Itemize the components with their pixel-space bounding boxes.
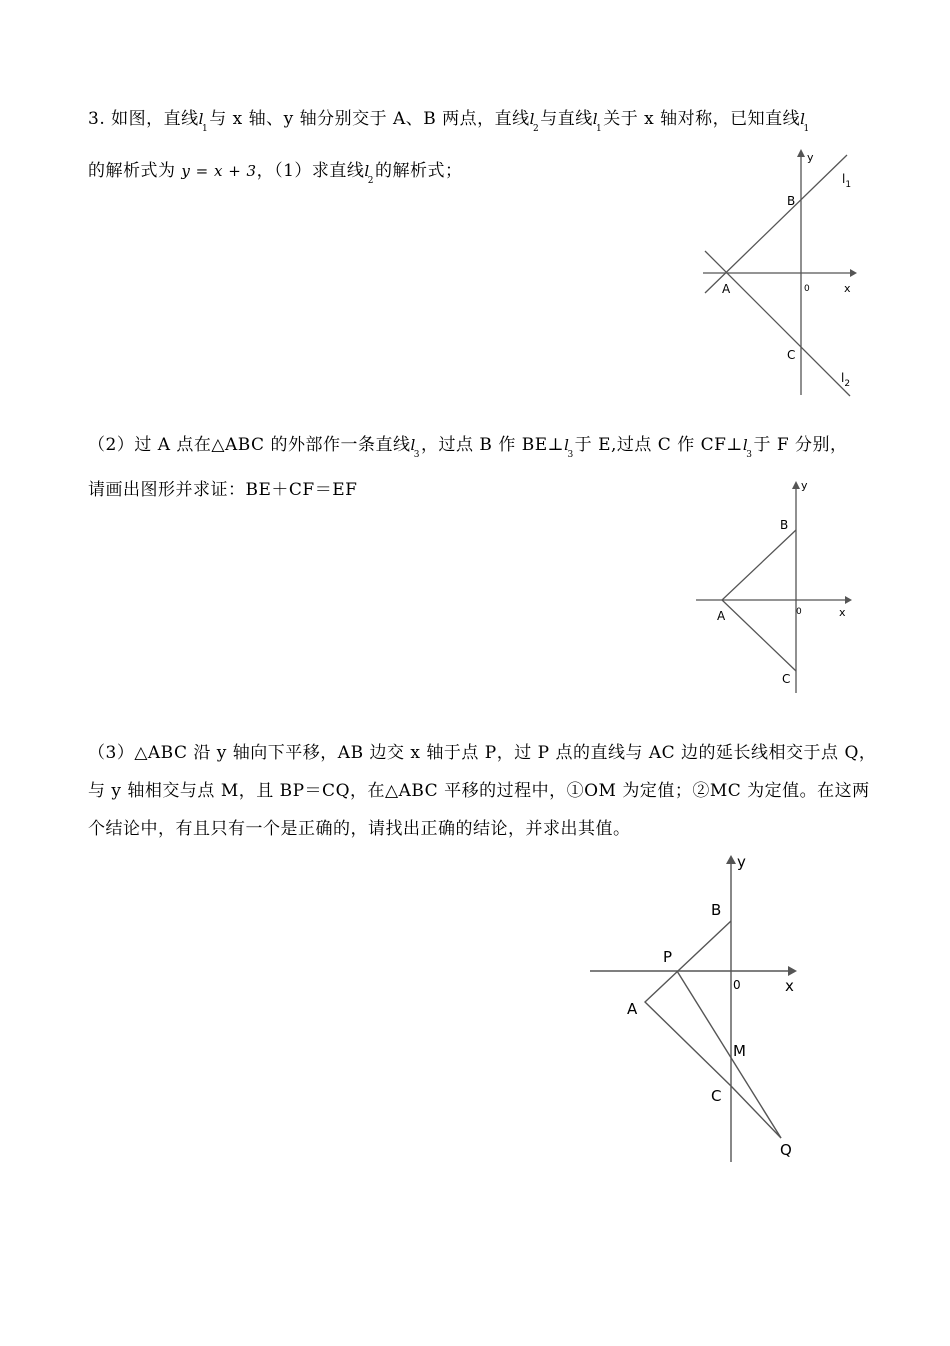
x-axis-arrow [788, 966, 797, 976]
y-axis-arrow [797, 149, 805, 157]
x-axis-arrow [845, 596, 852, 604]
triangle-ABC [645, 921, 731, 1086]
y-axis-arrow [792, 481, 800, 489]
fig1-label-l1: $l_1$ [842, 172, 852, 190]
fig2-label-C: C [782, 672, 791, 686]
y-axis-arrow [726, 855, 736, 864]
fig1-label-C: C [787, 348, 796, 362]
problem-number: 3. [88, 109, 106, 129]
fig1-label-x: x [844, 282, 851, 295]
fig2-label-B: B [780, 518, 789, 532]
figure-1 [695, 145, 865, 405]
fig2-label-x: x [839, 606, 846, 619]
fig3-label-C: C [711, 1087, 722, 1105]
question-2-line-1: （2）过 A 点在△ABC 的外部作一条直线$l_3$，过点 B 作 $BE\perp l_3$于 E,过点 C 作 $CF\perp l_3$于 F 分别， [88, 435, 848, 460]
fig3-label-M: M [733, 1042, 746, 1060]
problem-line-2: 的解析式为 y = x + 3，（1）求直线$l_2$的解析式； [88, 161, 463, 186]
question-3-line-3: 个结论中，有且只有一个是正确的，请找出正确的结论，并求出其值。 [88, 819, 631, 839]
fig3-label-P: P [663, 948, 673, 966]
fig1-label-B: B [787, 194, 796, 208]
fig3-label-A: A [627, 1000, 638, 1018]
question-3-line-2: 与 y 轴相交与点 M，且 BP＝CQ，在△ABC 平移的过程中，①OM 为定值；②MC 为定值。在这两 [88, 781, 870, 801]
segment-CQ [731, 1086, 781, 1138]
question-2-line-2: 请画出图形并求证：BE＋CF＝EF [88, 480, 358, 500]
figure-3 [585, 850, 815, 1170]
fig1-label-A: A [722, 282, 731, 296]
fig1-label-origin: 0 [804, 284, 810, 294]
formula: y = x + 3 [181, 162, 257, 180]
segment-PQ [677, 971, 781, 1138]
fig3-label-B: B [711, 901, 722, 919]
x-axis-arrow [850, 269, 857, 277]
fig3-label-y: y [737, 853, 746, 871]
fig1-label-y: y [807, 151, 814, 164]
fig1-label-l2: $l_2$ [841, 371, 851, 389]
fig3-label-x: x [785, 977, 794, 995]
fig3-label-Q: Q [780, 1141, 792, 1159]
fig2-label-A: A [717, 609, 726, 623]
fig2-label-origin: 0 [796, 607, 802, 617]
fig3-label-origin: 0 [733, 978, 741, 992]
problem-line-1: 3. 如图，直线$l_1$与 x 轴、y 轴分别交于 A、B 两点，直线$l_2$与直线$l_1$关于 x 轴对称，已知直线$l_1$ [88, 109, 810, 134]
figure-2 [690, 475, 860, 700]
question-3-line-1: （3）△ABC 沿 y 轴向下平移，AB 边交 x 轴于点 P，过 P 点的直线与 AC 边的延长线相交于点 Q， [88, 743, 877, 763]
fig2-label-y: y [801, 479, 808, 492]
